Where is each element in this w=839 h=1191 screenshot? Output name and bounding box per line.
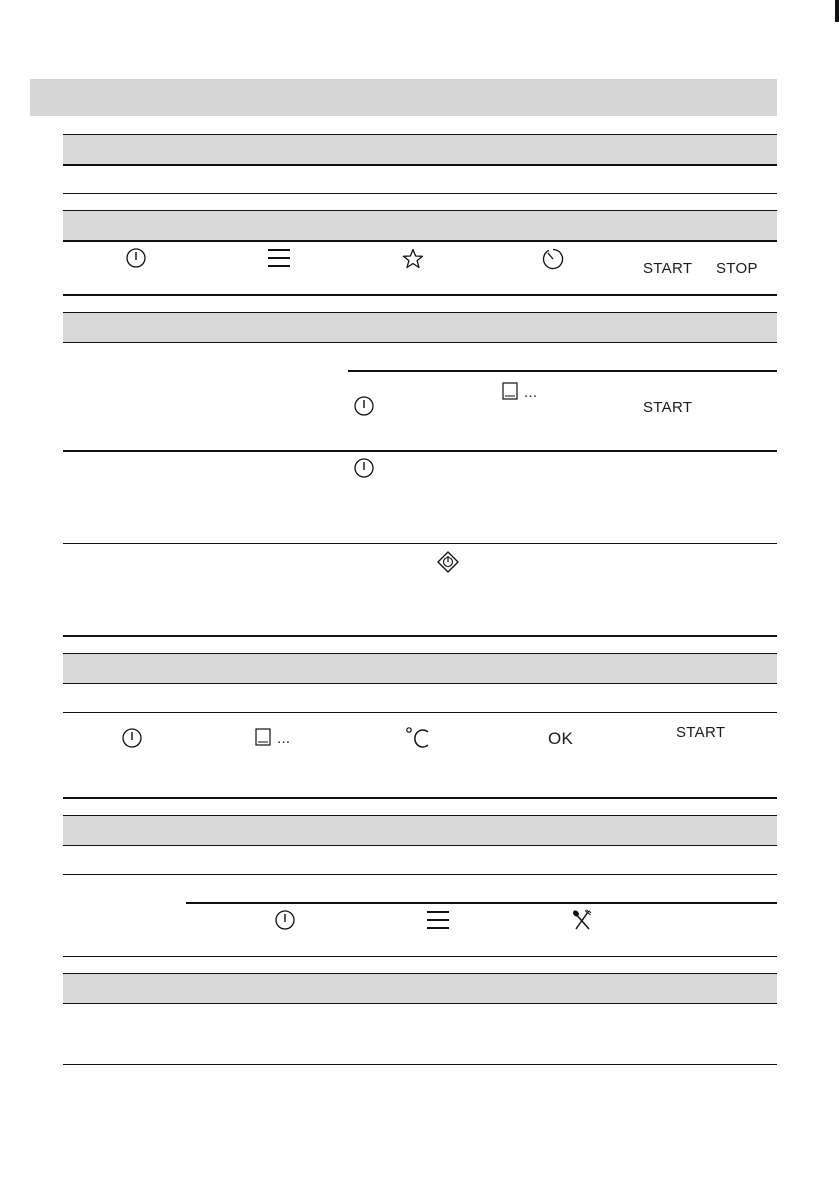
diamond-power-icon <box>436 550 460 574</box>
power-icon <box>352 456 376 480</box>
menu-icon <box>425 908 451 932</box>
rule <box>63 653 777 654</box>
rule <box>63 294 777 296</box>
oven-function-ellipsis: ... <box>277 730 291 747</box>
timer-icon <box>540 246 566 272</box>
rule <box>63 193 777 194</box>
rule <box>63 164 777 166</box>
rule <box>63 635 777 637</box>
rule <box>63 312 777 313</box>
rule <box>63 845 777 846</box>
rule <box>63 683 777 684</box>
rule <box>63 797 777 799</box>
stop-label: STOP <box>716 260 758 277</box>
rule <box>63 712 777 713</box>
rule <box>63 1003 777 1004</box>
power-icon <box>120 726 144 750</box>
rule <box>63 874 777 875</box>
start-label: START <box>643 399 693 416</box>
rule <box>63 240 777 242</box>
rule <box>186 902 777 904</box>
power-icon <box>352 394 376 418</box>
oven-function-ellipsis: ... <box>524 384 538 401</box>
table-header-5 <box>63 815 777 846</box>
power-icon <box>273 908 297 932</box>
oven-function-icon <box>253 727 273 747</box>
fork-spoon-icon <box>570 908 594 932</box>
rule <box>63 1064 777 1065</box>
section-banner <box>30 79 777 116</box>
start-label: START <box>676 724 726 741</box>
rule <box>348 370 777 372</box>
table-header-6 <box>63 973 777 1004</box>
ok-label: OK <box>548 729 574 748</box>
table-header-3 <box>63 312 777 343</box>
rule <box>63 815 777 816</box>
rule <box>63 973 777 974</box>
oven-function-icon <box>500 381 520 401</box>
start-label: START <box>643 260 693 277</box>
rule <box>63 450 777 452</box>
rule <box>63 210 777 211</box>
page-edge-marker <box>835 0 839 22</box>
rule <box>63 342 777 343</box>
rule <box>63 543 777 544</box>
table-header-2 <box>63 210 777 241</box>
table-header-4 <box>63 653 777 684</box>
star-icon <box>401 247 425 271</box>
rule <box>63 956 777 957</box>
rule <box>63 134 777 135</box>
power-icon <box>124 246 148 270</box>
temperature-celsius-icon <box>404 725 432 751</box>
menu-icon <box>266 246 292 270</box>
table-header-1 <box>63 134 777 165</box>
